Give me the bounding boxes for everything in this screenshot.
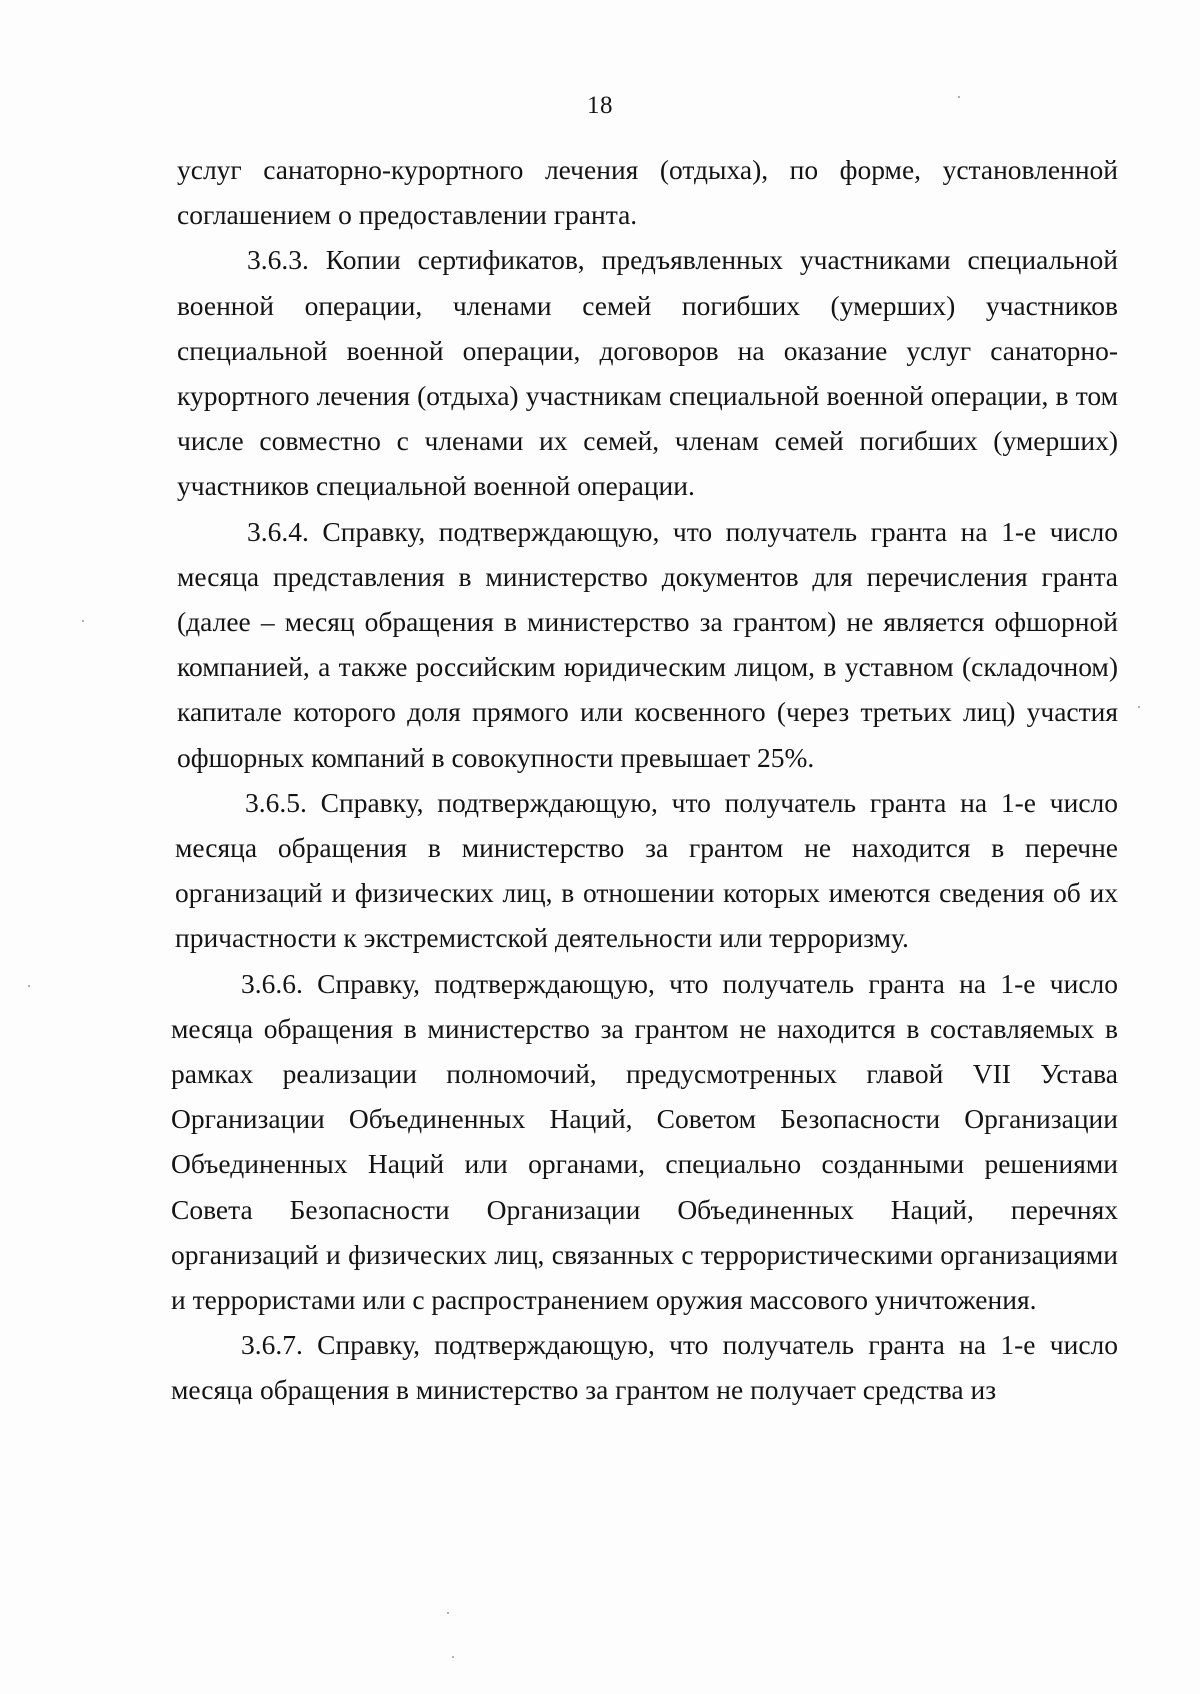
page-number: 18	[587, 92, 613, 119]
scan-speck	[82, 620, 84, 622]
paragraph-3-6-3: 3.6.3. Копии сертификатов, предъявленных участниками специальной военной операции, членами семей погибших (умерших) участников специальной военной операции, договоров на оказание услуг санаторно-курортного лечения (отдыха) участникам специальной военной операции, в том числе совместно с членами их семей, членам семей погибших (умерших) участников специальной военной операции.	[177, 244, 1118, 502]
scan-speck	[1138, 706, 1140, 708]
scan-speck	[958, 96, 960, 98]
document-body	[171, 147, 1118, 1413]
paragraph-3-6-6: 3.6.6. Справку, подтверждающую, что получатель гранта на 1-е число месяца обращения в министерство за грантом не находится в составляемых в рамках реализации полномочий, предусмотренных главой VII Устава Организации Объединенных Наций, Советом Безопасности Организации Объединенных Наций или органами, специально созданными решениями Совета Безопасности Организации Объединенных Наций, перечнях организаций и физических лиц, связанных с террористическими организациями и террористами или с распространением оружия массового уничтожения.	[171, 967, 1118, 1316]
scan-speck	[28, 985, 30, 987]
paragraph-continuation: услуг санаторно-курортного лечения (отдыха), по форме, установленной соглашением о предоставлении гранта.	[177, 154, 1118, 231]
paragraph-3-6-5: 3.6.5. Справку, подтверждающую, что получатель гранта на 1-е число месяца обращения в министерство за грантом не находится в перечне организаций и физических лиц, в отношении которых имеются сведения об их причастности к экстремистской деятельности или терроризму.	[175, 786, 1118, 954]
paragraph-3-6-7: 3.6.7. Справку, подтверждающую, что получатель гранта на 1-е число месяца обращения в министерство за грантом не получает средства из	[171, 1329, 1118, 1406]
paragraph-3-6-4: 3.6.4. Справку, подтверждающую, что получатель гранта на 1-е число месяца представления в министерство документов для перечисления гранта (далее – месяц обращения в министерство за грантом) не является офшорной компанией, а также российским юридическим лицом, в уставном (складочном) капитале которого доля прямого или косвенного (через третьих лиц) участия офшорных компаний в совокупности превышает 25%.	[177, 515, 1118, 773]
scan-speck	[447, 1612, 449, 1614]
scan-speck	[452, 1656, 454, 1658]
